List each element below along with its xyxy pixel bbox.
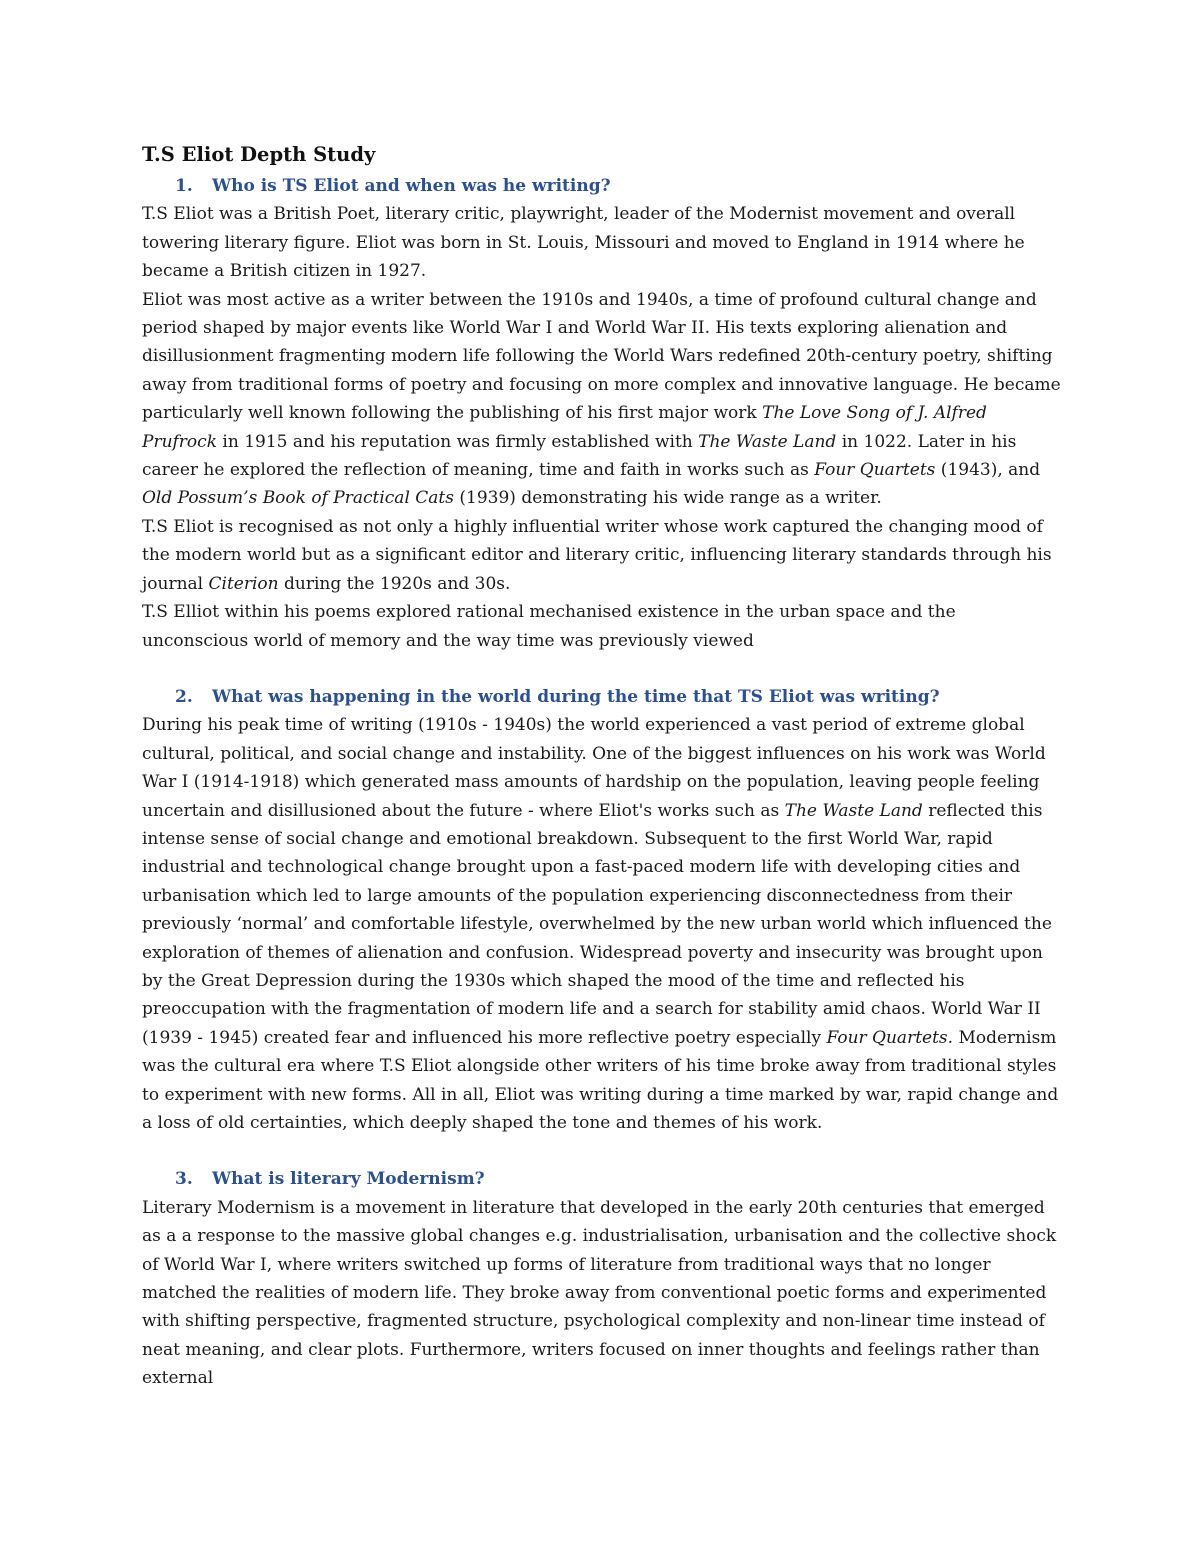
section-heading-text: Who is TS Eliot and when was he writing? [212,176,611,196]
document-body [142,141,1067,1393]
work-title-italic: The Waste Land [698,431,837,452]
text-run: in 1915 and his reputation was firmly established with [217,431,699,452]
work-title-italic: Four Quartets [814,460,936,481]
paragraph [142,711,1067,1137]
section-number: 3. [175,1169,193,1190]
text-run: Modernism was the cultural era where T.S Eliot alongside other writers of his time broke away from traditional styles to experiment with new forms. All in all, Eliot was writing during a time marked by war, rapid change and a loss of old certainties, which deeply shaped the tone and themes of his work. [142,1027,1059,1133]
section-heading [142,683,1067,711]
work-title-italic: Four Quartets. [826,1027,954,1048]
text-run: During his peak time of writing (1910s - 1940s) the world experienced a vast period of extreme global cultural, political, and social change and instability. One of the biggest influences on his work was World War I (1914-1918) which generated mass amounts of hardship on the population, leaving people feeling uncertain and disillusioned about the future - where Eliot's works such as [142,715,1046,821]
section-3 [142,1165,1067,1392]
section-heading-text: What was happening in the world during the time that TS Eliot was writing? [212,686,940,707]
paragraph [142,200,1067,285]
section-heading-text: What is literary Modernism? [212,1169,485,1190]
section-number: 1. [175,176,193,196]
text-run: T.S Elliot within his poems explored rational mechanised existence in the urban space and the unconscious world of memory and the way time was previously viewed [142,602,956,651]
work-title-italic: The Waste Land [784,800,923,821]
text-run: T.S Eliot is recognised as not only a highly influential writer whose work captured the changing mood of the modern world but as a significant editor and literary critic, influencing literary standards through his journal [142,516,1052,594]
text-run: Eliot was most active as a writer between the 1910s and 1940s, a time of profound cultural change and period shaped by major events like World War I and World War II. His texts exploring alienation and disillusionment fragmenting modern life following the World Wars redefined 20th-century poetry, shifting away from traditional forms of poetry and focusing on more complex and innovative language. He became particularly well known following the publishing of his first major work [142,289,1061,424]
section-heading [142,1165,1067,1193]
text-run: in 1022. Later in his career he explored the reflection of meaning, time and faith in works such as [142,431,1017,481]
paragraph [142,598,1067,655]
document-title: T.S Eliot Depth Study [142,143,376,166]
work-title-italic: The Love Song of J. Alfred Prufrock [142,403,987,452]
section-2 [142,683,1067,1138]
work-title-italic: Citerion [208,573,279,594]
section-number: 2. [175,686,193,707]
paragraph [142,1194,1067,1393]
section-1 [142,172,1067,655]
text-run: during the 1920s and 30s. [278,573,511,594]
work-title-italic: Old Possum’s Book of Practical Cats [142,488,454,509]
paragraph [142,513,1067,598]
section-spacer [142,655,1067,683]
paragraph [142,286,1067,513]
section-spacer [142,1137,1067,1165]
text-run: T.S Eliot was a British Poet, literary critic, playwright, leader of the Modernist movement and overall towering literary figure. Eliot was born in St. Louis, Missouri and moved to England in 1914 where he became a British citizen in 1927. [142,204,1025,282]
text-run: (1939) demonstrating his wide range as a writer. [453,488,882,509]
text-run: reflected this intense sense of social change and emotional breakdown. Subsequent to the first World War, rapid industrial and technological change brought upon a fast-paced modern life with developing cities and urbanisation which led to large amounts of the population experiencing disconnectedness from their previously ‘normal’ and comfortable lifestyle, overwhelmed by the new urban world which influenced the exploration of themes of alienation and confusion. Widespread poverty and insecurity was brought upon by the Great Depression during the 1930s which shaped the mood of the time and reflected his preoccupation with the fragmentation of modern life and a search for stability amid chaos. World War II (1939 - 1945) created fear and influenced his more reflective poetry especially [142,800,1052,1048]
sections-container [142,172,1067,1393]
text-run: (1943), and [935,460,1041,481]
text-run: Literary Modernism is a movement in literature that developed in the early 20th centuries that emerged as a a response to the massive global changes e.g. industrialisation, urbanisation and the collective shock of World War I, where writers switched up forms of literature from traditional ways that no longer matched the realities of modern life. They broke away from conventional poetic forms and experimented with shifting perspective, fragmented structure, psychological complexity and non-linear time instead of neat meaning, and clear plots. Furthermore, writers focused on inner thoughts and feelings rather than external [142,1197,1057,1389]
section-heading [142,172,1067,200]
